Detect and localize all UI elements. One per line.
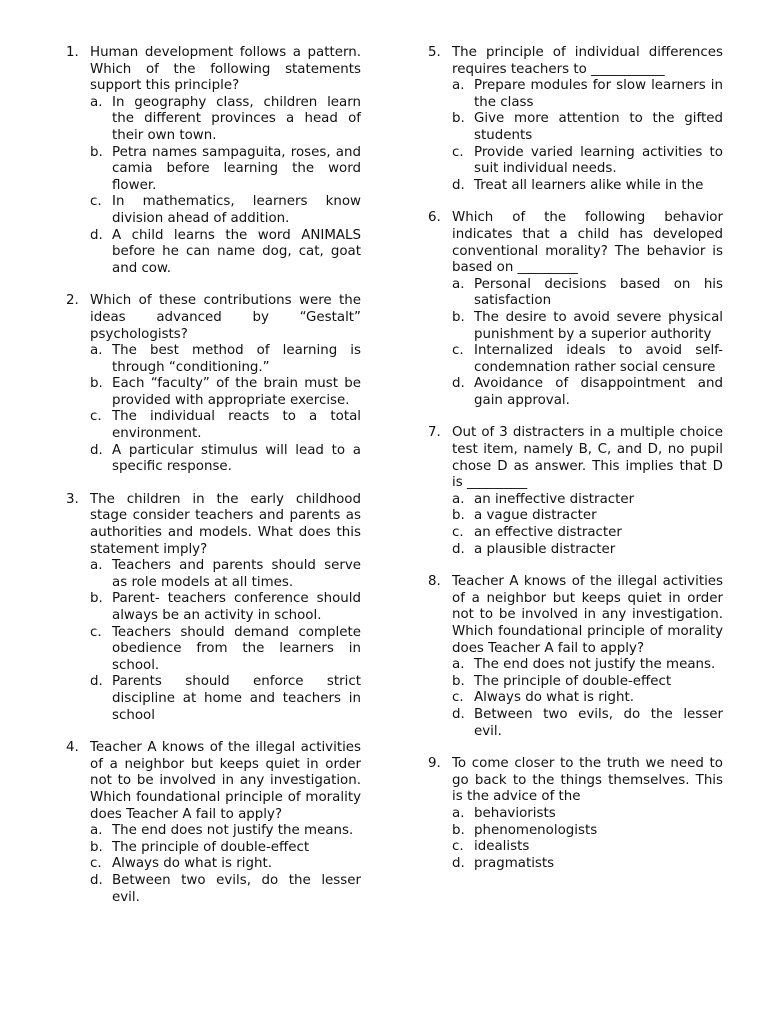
- option-letter: b.: [452, 508, 465, 524]
- option-letter: a.: [90, 94, 103, 110]
- option-letter: d.: [452, 177, 465, 193]
- option-letter: d.: [452, 376, 465, 392]
- answer-option: [452, 376, 723, 409]
- answer-option: [90, 591, 361, 624]
- question-item: [428, 574, 723, 740]
- question-text: Human development follows a pattern. Which of the following statements support this principle?: [90, 45, 361, 94]
- option-text: Avoidance of disappointment and gain approval.: [474, 376, 723, 408]
- option-letter: a.: [90, 343, 103, 359]
- left-column: [66, 45, 361, 922]
- question-number: 7.: [428, 425, 441, 441]
- question-stem: [428, 425, 723, 491]
- answer-options: [90, 823, 361, 906]
- question-stem: [66, 492, 361, 558]
- question-number: 9.: [428, 756, 441, 772]
- question-number: 5.: [428, 45, 441, 60]
- answer-option: [452, 343, 723, 376]
- option-text: In geography class, children learn the different provinces a head of their own town.: [112, 94, 361, 143]
- option-letter: b.: [90, 839, 103, 855]
- option-text: In mathematics, learners know division ahead of addition.: [112, 194, 361, 226]
- option-text: The principle of double-effect: [112, 839, 310, 855]
- question-item: [428, 210, 723, 409]
- question-number: 8.: [428, 574, 441, 590]
- option-letter: a.: [90, 823, 103, 839]
- option-text: behaviorists: [474, 805, 556, 821]
- option-letter: a.: [90, 558, 103, 574]
- question-stem: [66, 45, 361, 95]
- option-letter: c.: [90, 856, 102, 872]
- answer-option: [90, 823, 361, 840]
- option-text: Internalized ideals to avoid self-condemnation rather social censure: [474, 343, 723, 375]
- option-text: Between two evils, do the lesser evil.: [474, 706, 723, 739]
- answer-options: [90, 558, 361, 724]
- option-letter: c.: [90, 409, 102, 425]
- option-text: Between two evils, do the lesser evil.: [112, 872, 361, 905]
- option-letter: c.: [452, 343, 464, 359]
- answer-option: [90, 558, 361, 591]
- option-letter: d.: [90, 227, 103, 243]
- option-letter: a.: [452, 276, 465, 292]
- answer-option: [90, 194, 361, 227]
- option-text: Always do what is right.: [474, 690, 634, 706]
- question-item: [66, 492, 361, 724]
- right-column: [428, 45, 723, 888]
- question-text: To come closer to the truth we need to go back to the things themselves. This is the advice of the: [452, 756, 723, 805]
- answer-option: [452, 508, 723, 525]
- option-letter: d.: [90, 442, 103, 458]
- option-letter: a.: [452, 657, 465, 673]
- answer-option: [90, 443, 361, 476]
- option-letter: c.: [452, 690, 464, 706]
- question-stem: [428, 574, 723, 657]
- option-text: Teachers and parents should serve as role models at all times.: [112, 558, 361, 590]
- answer-option: [90, 228, 361, 278]
- question-stem: [428, 210, 723, 276]
- question-item: [66, 740, 361, 906]
- option-letter: a.: [452, 805, 465, 821]
- question-number: 6.: [428, 210, 441, 226]
- option-text: Personal decisions based on his satisfaction: [474, 276, 723, 309]
- answer-option: [452, 707, 723, 740]
- question-number: 1.: [66, 45, 79, 60]
- question-text: The principle of individual differences requires teachers to ___________: [452, 45, 723, 77]
- option-text: Teachers should demand complete obedience from the learners in school.: [112, 624, 361, 673]
- answer-option: [452, 674, 723, 691]
- answer-option: [90, 95, 361, 145]
- question-stem: [428, 756, 723, 806]
- answer-option: [90, 625, 361, 675]
- answer-options: [452, 806, 723, 872]
- option-text: idealists: [474, 839, 530, 855]
- question-number: 4.: [66, 740, 79, 756]
- option-text: Parent- teachers conference should always be an activity in school.: [112, 591, 361, 623]
- question-number: 3.: [66, 491, 79, 507]
- option-text: The principle of double-effect: [474, 673, 672, 689]
- question-item: [428, 45, 723, 194]
- answer-option: [90, 840, 361, 857]
- option-letter: b.: [452, 111, 465, 127]
- answer-options: [90, 343, 361, 476]
- answer-option: [452, 492, 723, 509]
- option-letter: b.: [452, 822, 465, 838]
- question-text: Teacher A knows of the illegal activities of a neighbor but keeps quiet in order not to be involved in any investigation. Which foundational principle of morality does Teacher A fail to apply?: [90, 740, 361, 822]
- option-text: Always do what is right.: [112, 856, 272, 872]
- option-letter: c.: [452, 525, 464, 541]
- option-text: The best method of learning is through “conditioning.”: [112, 343, 361, 375]
- answer-options: [452, 657, 723, 740]
- answer-option: [452, 277, 723, 310]
- option-text: The individual reacts to a total environment.: [112, 409, 361, 442]
- option-letter: d.: [452, 855, 465, 871]
- question-stem: [66, 293, 361, 343]
- question-number: 2.: [66, 293, 79, 309]
- option-text: Prepare modules for slow learners in the class: [474, 78, 723, 110]
- option-text: The end does not justify the means.: [474, 657, 716, 673]
- answer-option: [90, 409, 361, 442]
- option-letter: b.: [452, 673, 465, 689]
- answer-option: [452, 310, 723, 343]
- answer-options: [452, 277, 723, 410]
- option-text: phenomenologists: [474, 822, 598, 838]
- option-letter: b.: [90, 591, 103, 607]
- answer-option: [452, 145, 723, 178]
- option-letter: b.: [90, 144, 103, 160]
- option-letter: c.: [452, 839, 464, 855]
- answer-option: [90, 343, 361, 376]
- option-text: A particular stimulus will lead to a specific response.: [112, 442, 361, 475]
- option-letter: a.: [452, 78, 465, 94]
- option-text: a plausible distracter: [474, 541, 616, 557]
- answer-options: [90, 95, 361, 278]
- answer-option: [452, 111, 723, 144]
- question-text: Which of these contributions were the ideas advanced by “Gestalt” psychologists?: [90, 293, 361, 342]
- answer-options: [452, 78, 723, 194]
- question-item: [428, 756, 723, 872]
- option-letter: d.: [452, 706, 465, 722]
- answer-option: [452, 856, 723, 873]
- option-text: Provide varied learning activities to suit individual needs.: [474, 144, 723, 177]
- answer-option: [90, 856, 361, 873]
- answer-option: [452, 823, 723, 840]
- option-letter: b.: [90, 376, 103, 392]
- answer-option: [452, 839, 723, 856]
- question-stem: [66, 740, 361, 823]
- option-text: Give more attention to the gifted students: [474, 111, 723, 143]
- option-text: Petra names sampaguita, roses, and camia before learning the word flower.: [112, 144, 361, 193]
- question-text: Which of the following behavior indicates that a child has developed conventional morality? The behavior is based on _________: [452, 210, 723, 276]
- option-letter: d.: [90, 872, 103, 888]
- question-text: Teacher A knows of the illegal activities of a neighbor but keeps quiet in order not to be involved in any investigation. Which foundational principle of morality does Teacher A fail to apply?: [452, 574, 723, 656]
- answer-option: [90, 145, 361, 195]
- question-stem: [428, 45, 723, 78]
- option-letter: c.: [90, 194, 102, 210]
- option-text: A child learns the word ANIMALS before he can name dog, cat, goat and cow.: [112, 227, 361, 276]
- option-letter: d.: [90, 674, 103, 690]
- question-item: [66, 293, 361, 476]
- answer-option: [452, 178, 723, 195]
- answer-option: [452, 657, 723, 674]
- question-item: [66, 45, 361, 277]
- option-letter: d.: [452, 541, 465, 557]
- answer-options: [452, 492, 723, 558]
- option-text: an effective distracter: [474, 525, 622, 541]
- option-letter: c.: [90, 624, 102, 640]
- option-text: Treat all learners alike while in the: [474, 177, 704, 193]
- question-text: Out of 3 distracters in a multiple choice test item, namely B, C, and D, no pupil chose D as answer. This implies that D is _________: [452, 425, 723, 491]
- answer-option: [452, 690, 723, 707]
- option-text: pragmatists: [474, 855, 555, 871]
- question-text: The children in the early childhood stage consider teachers and parents as authorities and models. What does this statement imply?: [90, 491, 361, 557]
- option-text: Parents should enforce strict discipline at home and teachers in school: [112, 674, 361, 723]
- question-item: [428, 425, 723, 558]
- answer-option: [452, 806, 723, 823]
- option-text: The end does not justify the means.: [112, 823, 354, 839]
- option-letter: b.: [452, 309, 465, 325]
- option-text: The desire to avoid severe physical punishment by a superior authority: [474, 309, 723, 342]
- option-letter: c.: [452, 144, 464, 160]
- answer-option: [452, 542, 723, 559]
- answer-option: [90, 873, 361, 906]
- answer-option: [452, 525, 723, 542]
- answer-option: [90, 674, 361, 724]
- option-text: an ineffective distracter: [474, 491, 635, 507]
- option-text: Each “faculty” of the brain must be provided with appropriate exercise.: [112, 376, 361, 408]
- answer-option: [452, 78, 723, 111]
- answer-option: [90, 376, 361, 409]
- option-letter: a.: [452, 491, 465, 507]
- option-text: a vague distracter: [474, 508, 597, 524]
